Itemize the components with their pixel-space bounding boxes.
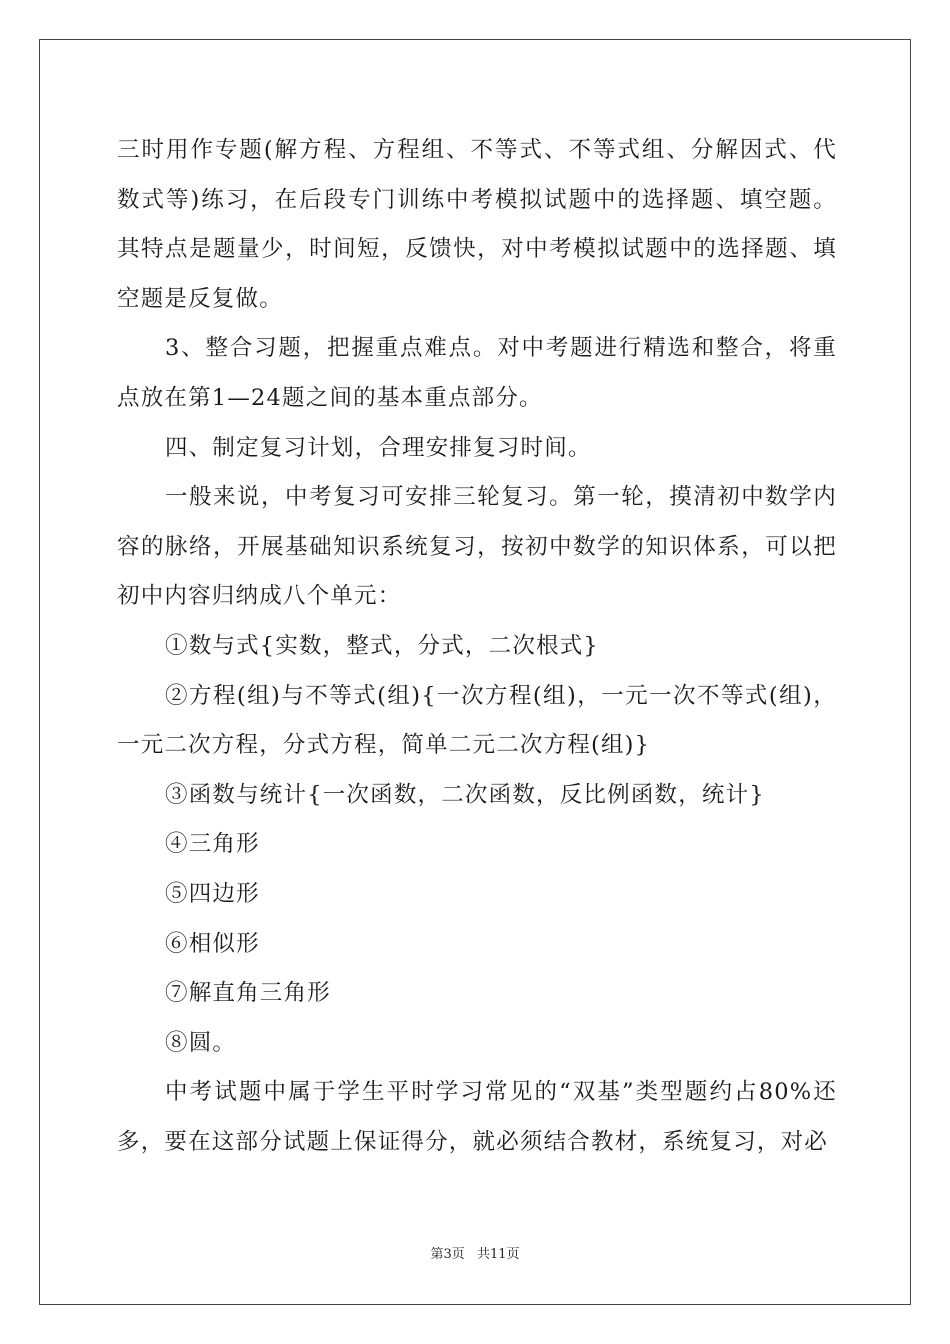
list-item: ⑦解直角三角形 [165, 980, 331, 1007]
list-item: ③函数与统计{一次函数，二次函数，反比例函数，统计} [165, 781, 765, 808]
list-item: ⑤四边形 [165, 880, 260, 907]
page-total: 共11页 [476, 1247, 520, 1262]
paragraph: 一般来说，中考复习可安排三轮复习。第一轮，摸清初中数学内容的脉络，开展基础知识系统复习，按初中数学的知识体系，可以把初中内容归纳成八个单元： [117, 484, 837, 610]
section-heading: 四、制定复习计划，合理安排复习时间。 [165, 434, 592, 461]
list-item: ④三角形 [165, 831, 260, 858]
list-item: ②方程(组)与不等式(组){一次方程(组)，一元一次不等式(组)，一元二次方程，分式方程，简单二元二次方程(组)} [117, 682, 837, 759]
document-body [117, 126, 837, 1167]
paragraph: 三时用作专题(解方程、方程组、不等式、不等式组、分解因式、代数式等)练习，在后段专门训练中考模拟试题中的选择题、填空题。其特点是题量少，时间短，反馈快，对中考模拟试题中的选择题、填空题是反复做。 [117, 137, 837, 312]
list-item: ⑥相似形 [165, 930, 260, 957]
page-footer [0, 1246, 950, 1264]
list-item: ①数与式{实数，整式，分式，二次根式} [165, 632, 599, 659]
paragraph: 3、整合习题，把握重点难点。对中考题进行精选和整合，将重点放在第1—24题之间的基本重点部分。 [117, 335, 837, 411]
list-item: ⑧圆。 [165, 1029, 237, 1056]
paragraph: 中考试题中属于学生平时学习常见的“双基”类型题约占80%还多，要在这部分试题上保证得分，就必须结合教材，系统复习，对必 [117, 1079, 837, 1155]
page-number: 第3页 [430, 1247, 465, 1262]
